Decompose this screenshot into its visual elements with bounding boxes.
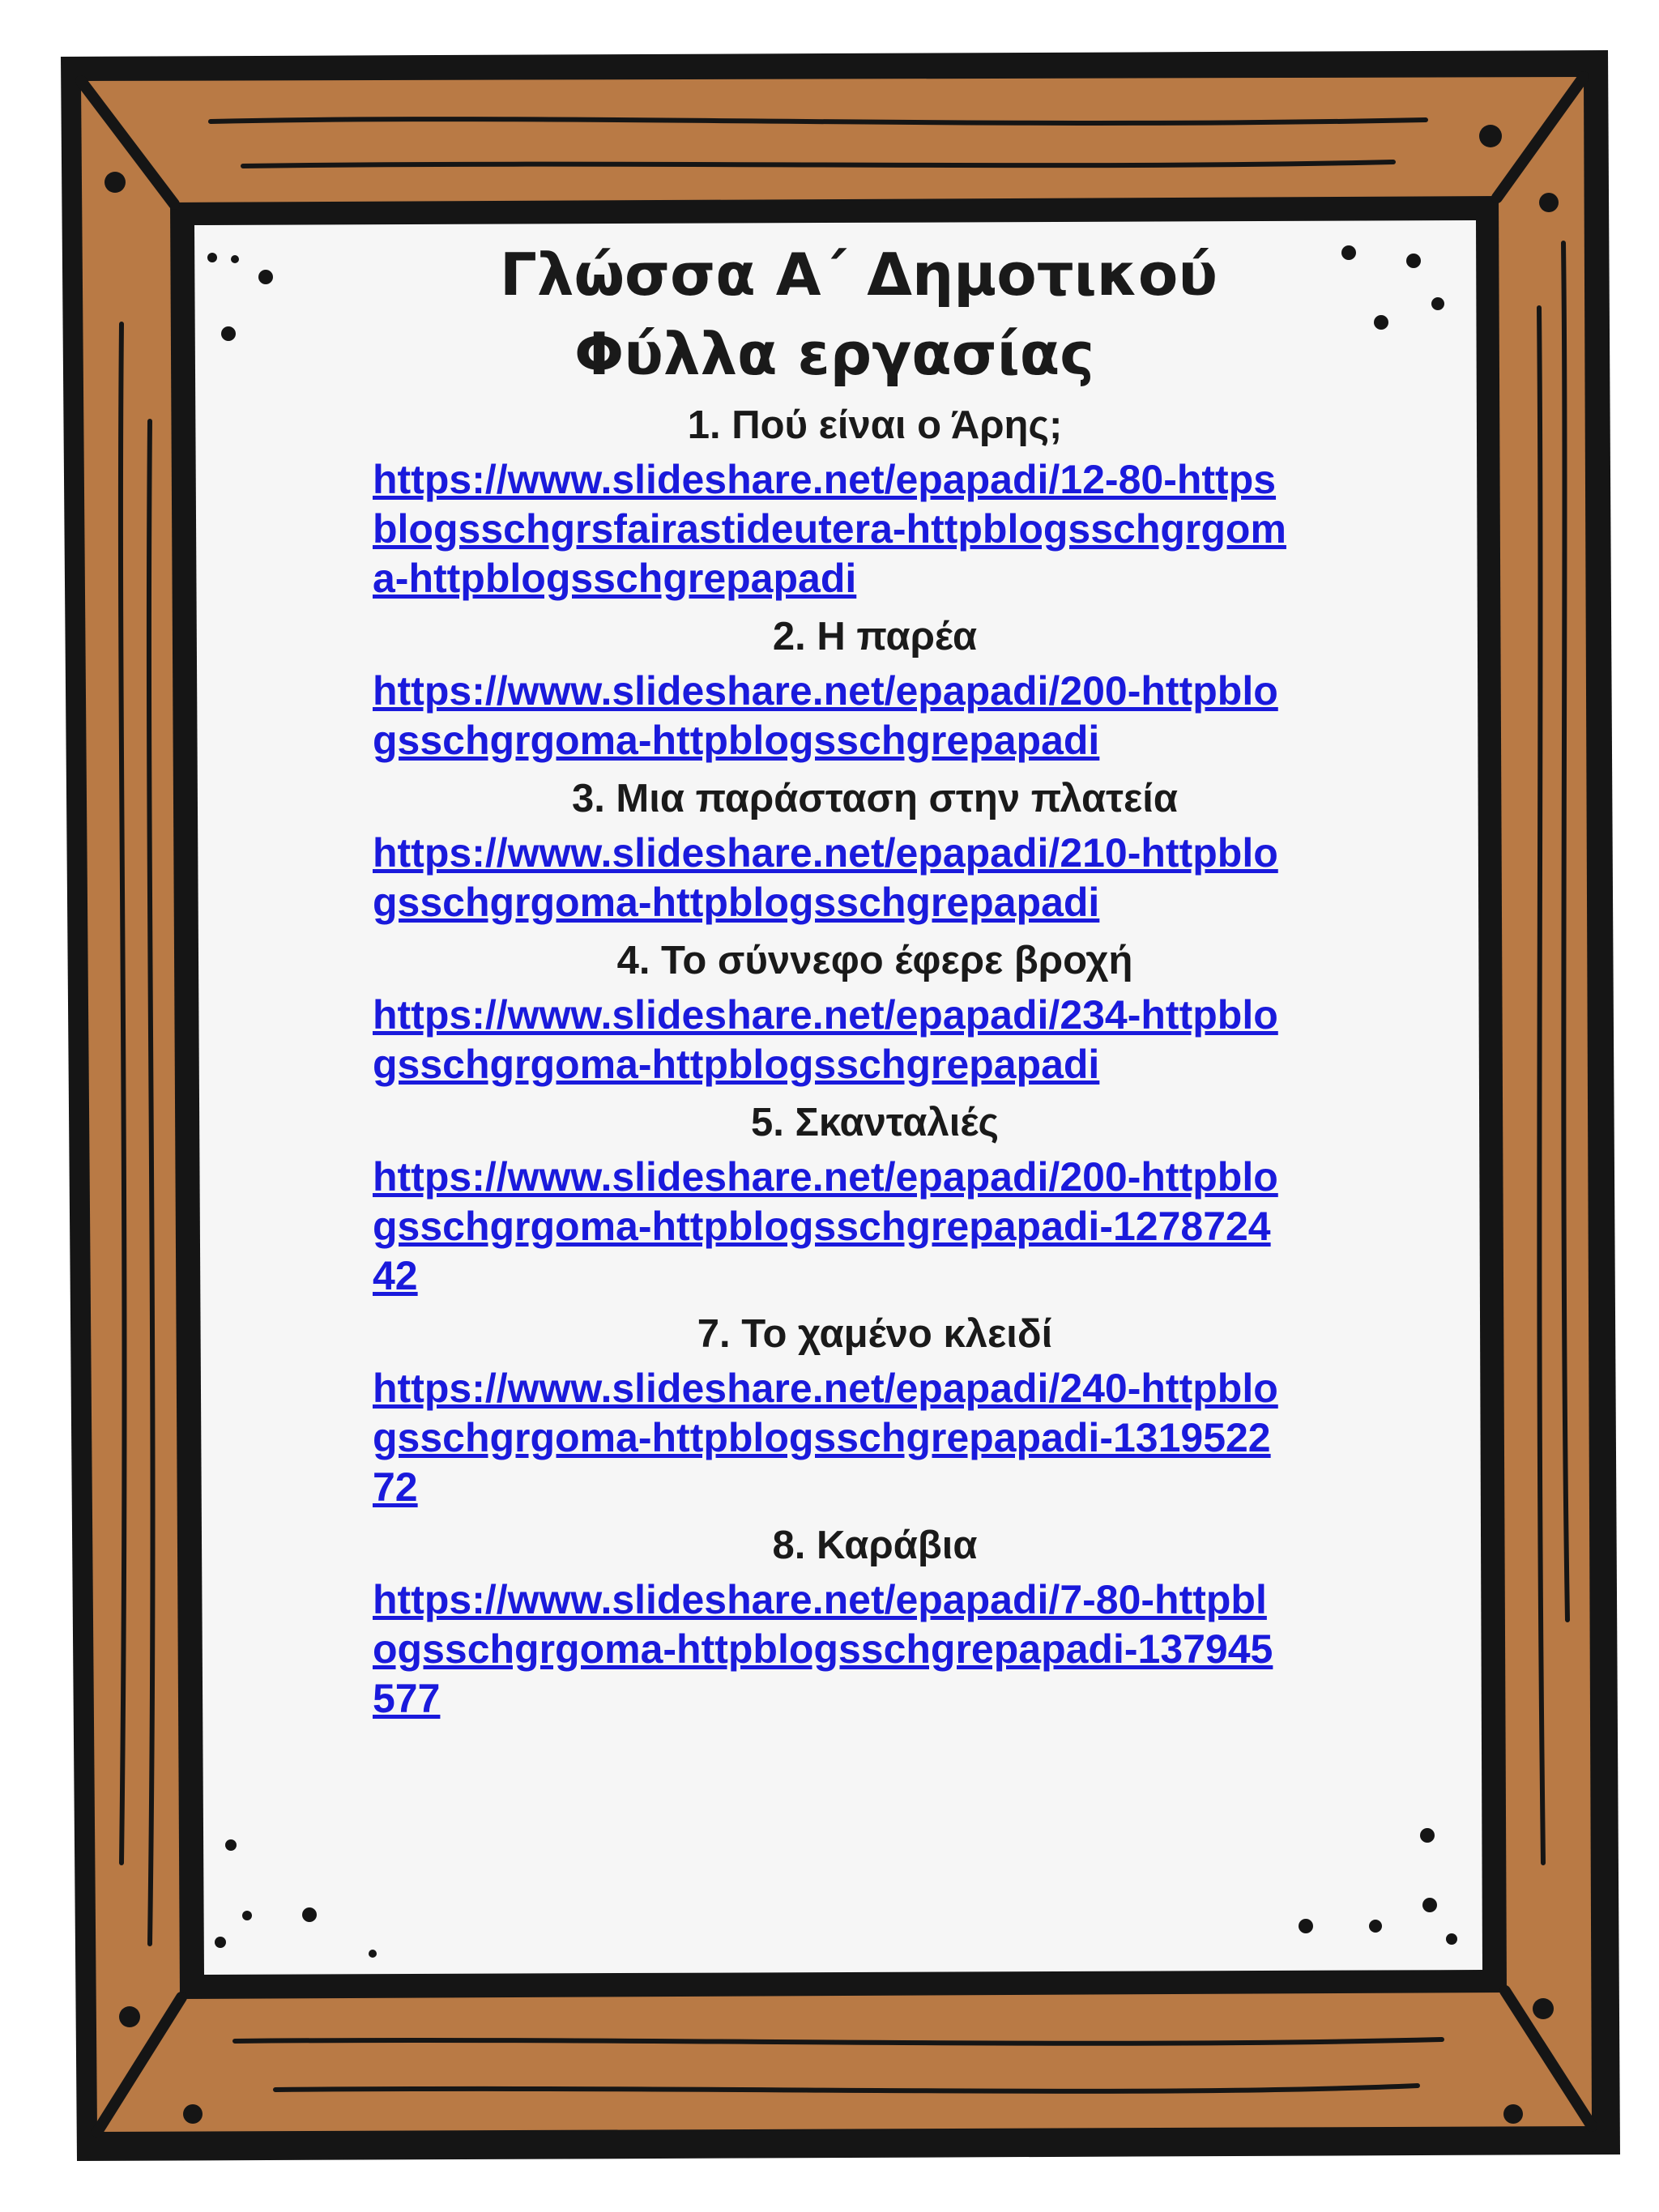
item-title: 3. Μια παράσταση στην πλατεία — [571, 777, 1179, 820]
item-title: 7. Το χαμένο κλειδί — [697, 1312, 1053, 1356]
list-item — [203, 1097, 1466, 1301]
slideshare-link[interactable]: https://www.slideshare.net/epapadi/200-httpblogsschgrgoma-httpblogsschgrepapadi-127872442 — [373, 1154, 1278, 1298]
item-title: 2. Η παρέα — [772, 615, 978, 658]
list-item — [203, 774, 1466, 927]
slideshare-link[interactable]: https://www.slideshare.net/epapadi/200-httpblogsschgrgoma-httpblogsschgrepapadi — [373, 668, 1278, 763]
item-title: 8. Καράβια — [772, 1524, 978, 1567]
slideshare-link[interactable]: https://www.slideshare.net/epapadi/234-httpblogsschgrgoma-httpblogsschgrepapadi — [373, 992, 1278, 1087]
slideshare-link[interactable]: https://www.slideshare.net/epapadi/12-80-httpsblogsschgrsfairastideutera-httpblogsschgrgoma-httpblogsschgrepapadi — [373, 457, 1286, 601]
list-item — [203, 1520, 1466, 1724]
list-item — [203, 612, 1466, 765]
item-title: 4. Το σύννεφο έφερε βροχή — [616, 939, 1133, 982]
slideshare-link[interactable]: https://www.slideshare.net/epapadi/210-httpblogsschgrgoma-httpblogsschgrepapadi — [373, 830, 1278, 925]
slideshare-link[interactable]: https://www.slideshare.net/epapadi/240-httpblogsschgrgoma-httpblogsschgrepapadi-131952272 — [373, 1366, 1278, 1510]
list-item — [203, 400, 1466, 603]
worksheet-content — [203, 235, 1466, 1976]
page-title — [203, 235, 1466, 394]
slideshare-link[interactable]: https://www.slideshare.net/epapadi/7-80-httpblogsschgrgoma-httpblogsschgrepapadi-137945577 — [373, 1577, 1273, 1721]
item-title: 5. Σκανταλιές — [750, 1101, 1000, 1144]
list-item — [203, 1309, 1466, 1512]
title-line-1: Γλώσσα Α΄ Δημοτικού — [500, 241, 1218, 309]
worksheet-list — [203, 400, 1466, 1724]
item-title: 1. Πού είναι ο Άρης; — [687, 403, 1063, 447]
list-item — [203, 936, 1466, 1089]
title-line-2: Φύλλα εργασίας — [574, 320, 1094, 388]
